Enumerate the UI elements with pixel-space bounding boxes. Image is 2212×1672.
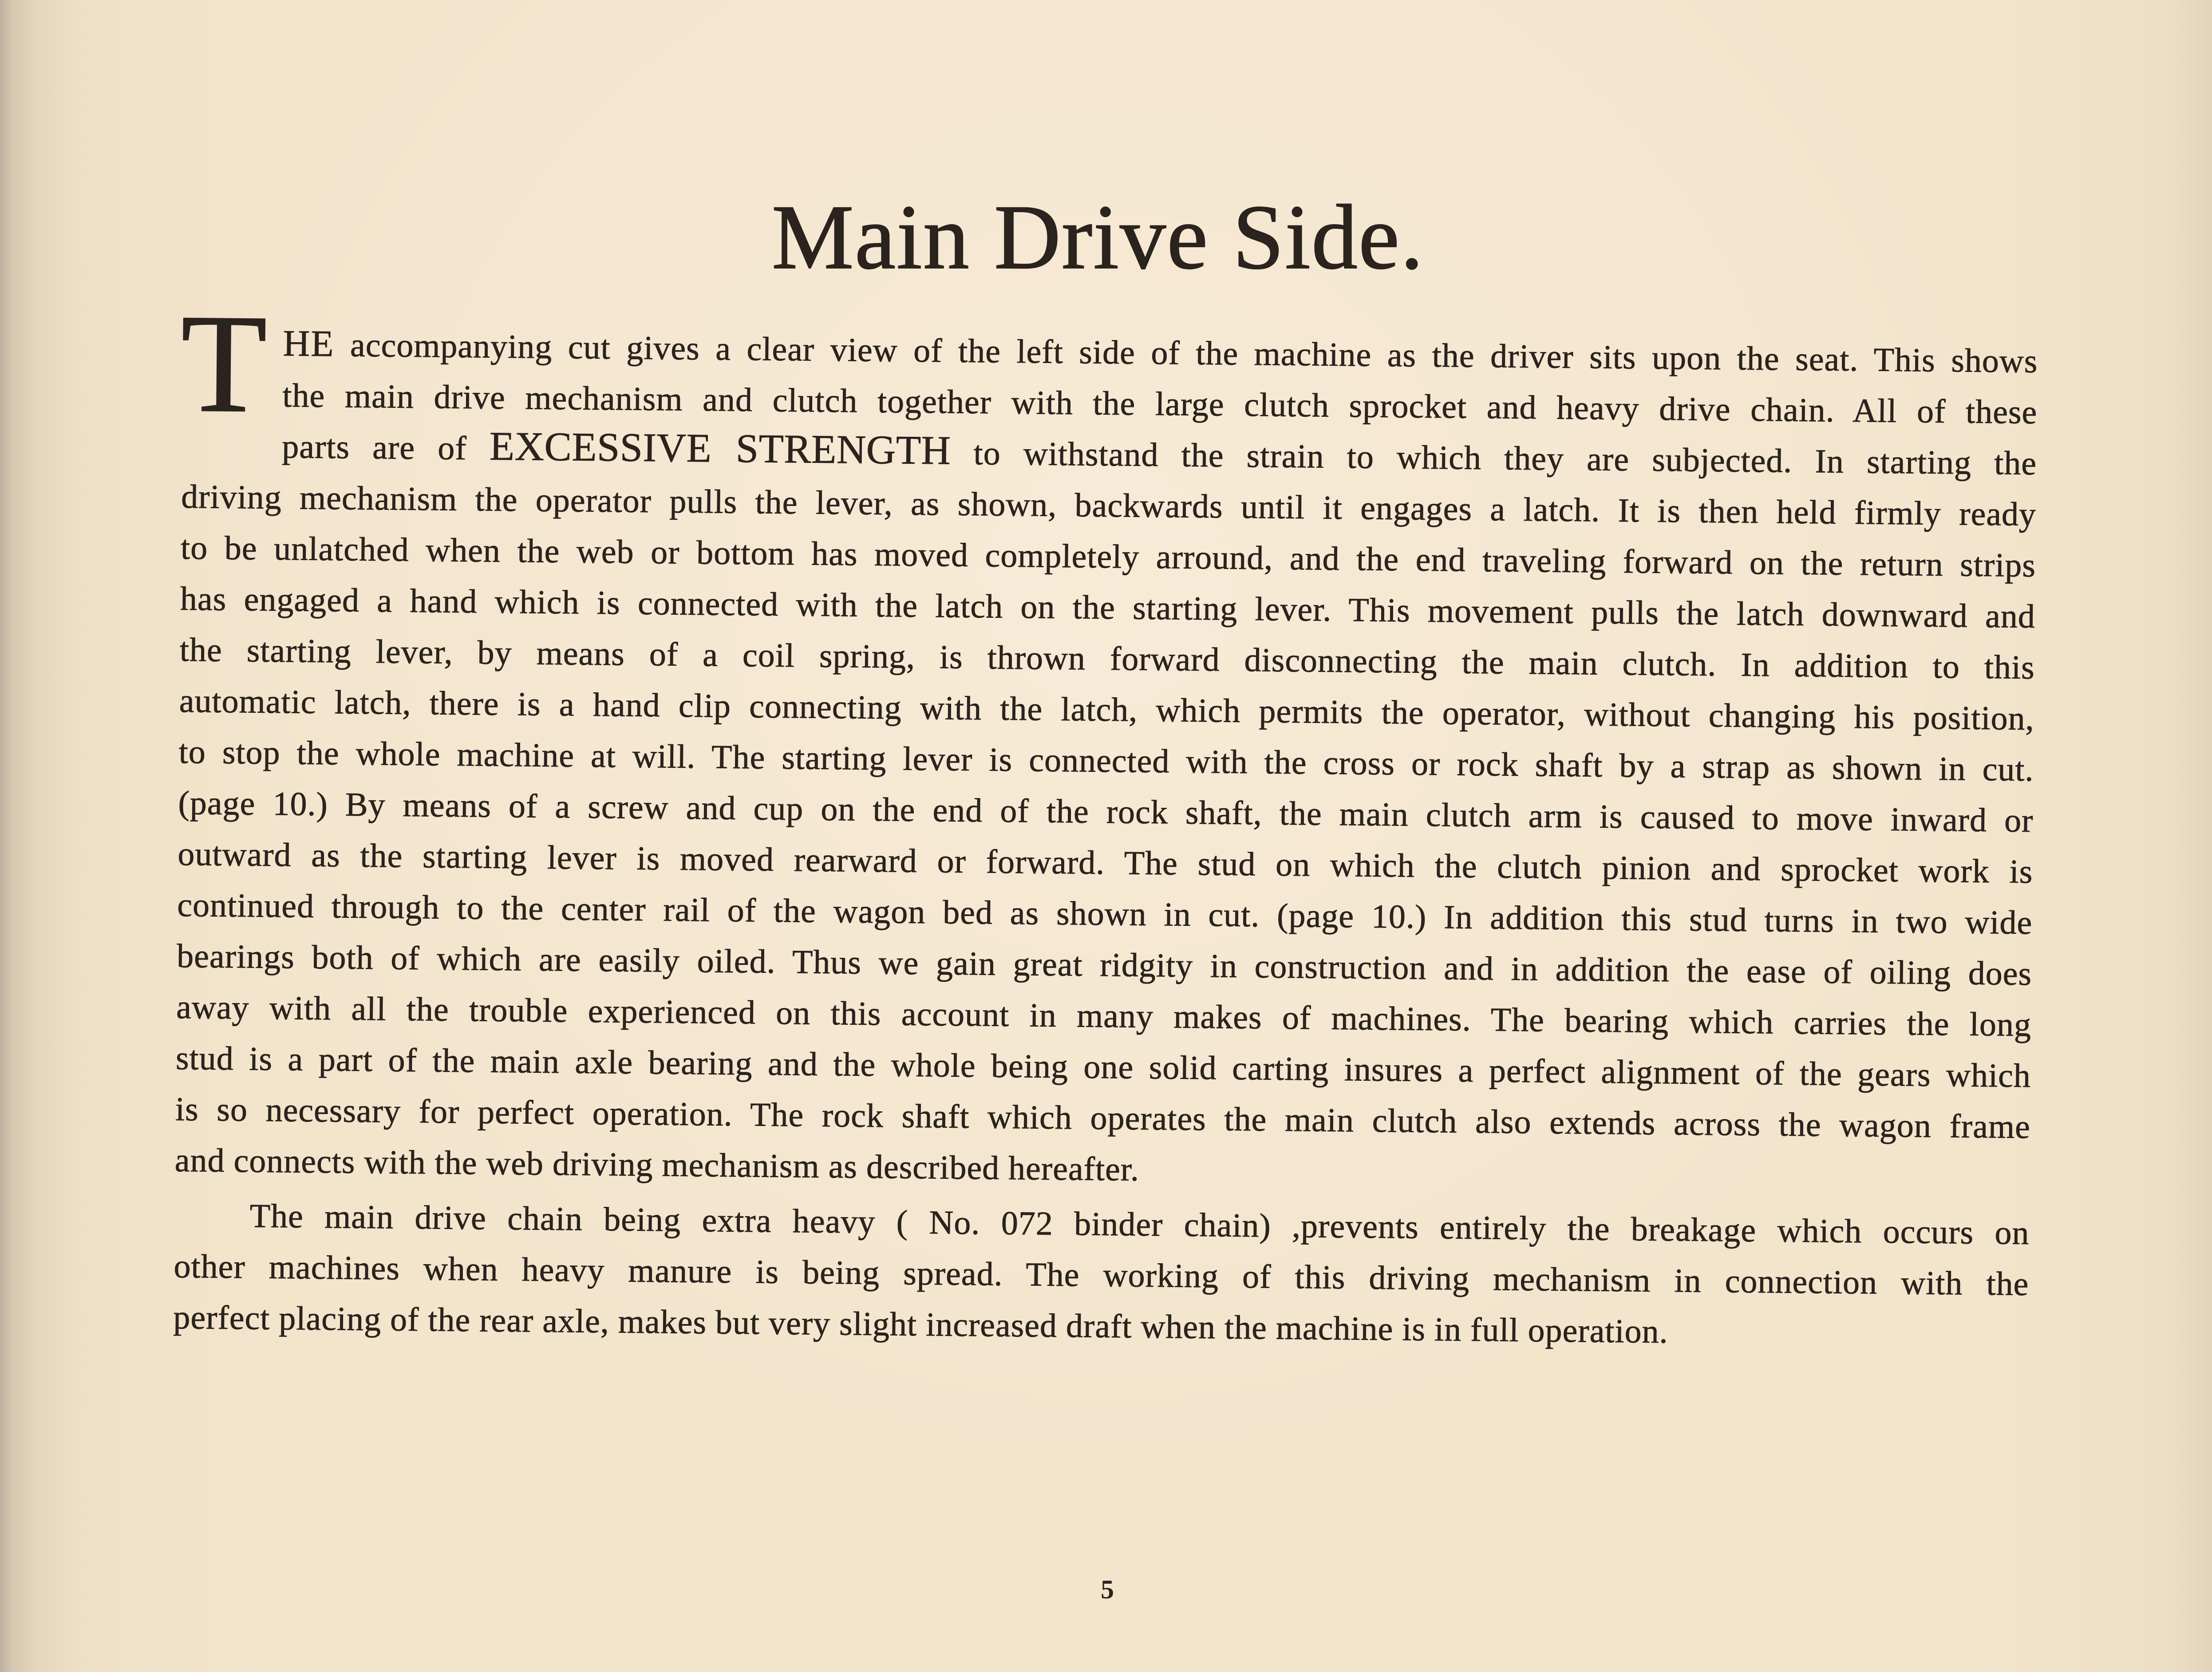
- paragraph: [173, 1190, 2030, 1361]
- text-line: outward as the starting lever is moved rearward or forward. The stud on which the clutch pinion and sprocket work is: [178, 835, 2033, 891]
- body-text: [173, 285, 2038, 1361]
- text-line: automatic latch, there is a hand clip connecting with the latch, which permits the operator, without changing his position,: [179, 682, 2035, 738]
- text-line: to stop the whole machine at will. The starting lever is connected with the cross or rock shaft by a strap as shown in cut.: [178, 733, 2034, 789]
- line-text: to withstand the strain to which they are subjected. In starting the: [973, 435, 2037, 482]
- drop-cap: T: [180, 285, 268, 442]
- text-line: the main drive mechanism and clutch together with the large clutch sprocket and heavy drive chain. All of these: [282, 377, 2038, 431]
- text-line: to be unlatched when the web or bottom has moved completely arround, and the end traveling forward on the return strips: [180, 529, 2036, 585]
- text-line: other machines when heavy manure is being spread. The working of this driving mechanism in connection with the: [174, 1247, 2029, 1303]
- paragraph: [174, 318, 2038, 1204]
- text-line: The main drive chain being extra heavy ( No. 072 binder chain) ,prevents entirely the breakage which occurs on: [249, 1197, 2030, 1252]
- line-text: parts are of: [281, 428, 467, 467]
- text-line: perfect placing of the rear axle, makes but very slight increased draft when the machine is in full operation.: [173, 1298, 1669, 1351]
- text-line: has engaged a hand which is connected with the latch on the starting lever. This movement pulls the latch downward and: [180, 580, 2036, 636]
- page-number: 5: [1101, 1575, 1114, 1604]
- text-line: away with all the trouble experienced on this account in many makes of machines. The bearing which carries the long: [176, 988, 2032, 1044]
- text-line: stud is a part of the main axle bearing and the whole being one solid carting insures a perfect alignment of the gears which: [175, 1039, 2031, 1095]
- text-line: bearings both of which are easily oiled. Thus we gain great ridgity in construction and in addition the ease of oiling does: [176, 937, 2032, 992]
- emphasis-text: EXCESSIVE STRENGTH: [489, 423, 951, 473]
- text-line: the starting lever, by means of a coil spring, is thrown forward disconnecting the main clutch. In addition to this: [179, 631, 2035, 687]
- text-line: continued through to the center rail of the wagon bed as shown in cut. (page 10.) In addition this stud turns in two wide: [177, 886, 2033, 941]
- text-line: is so necessary for perfect operation. The rock shaft which operates the main clutch also extends across the wagon frame: [175, 1090, 2031, 1146]
- line-text: accompanying cut gives a clear view of the left side of the machine as the driver sits upon the seat. This shows: [350, 326, 2038, 380]
- text-line: (page 10.) By means of a screw and cup on the end of the rock shaft, the main clutch arm is caused to move inward or: [178, 784, 2034, 840]
- page-title: Main Drive Side.: [771, 186, 1425, 288]
- lead-capitals: HE: [283, 323, 335, 365]
- text-line: and connects with the web driving mechanism as described hereafter.: [174, 1141, 1140, 1188]
- text-line: driving mechanism the operator pulls the lever, as shown, backwards until it engages a latch. It is then held firmly ready: [181, 478, 2037, 534]
